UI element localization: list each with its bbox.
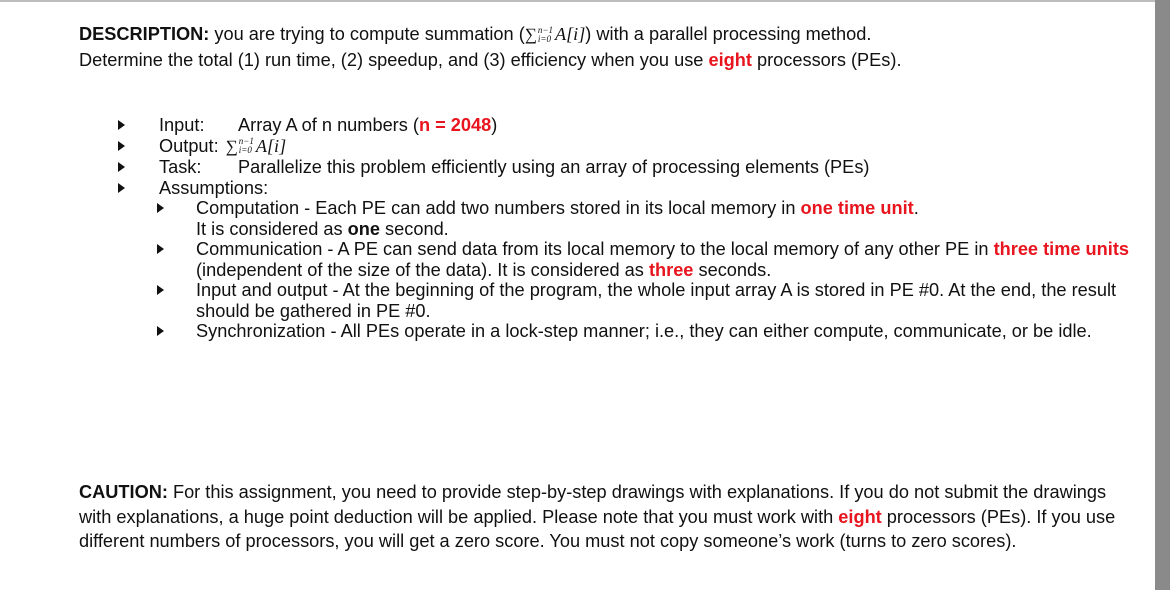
sum-lower-limit: i=0 xyxy=(238,145,252,156)
assumptions-sublist xyxy=(154,198,1147,342)
sigma-symbol: ∑ xyxy=(225,136,238,156)
description-text-3: Determine the total (1) run time, (2) speedup, and (3) efficiency when you use xyxy=(79,49,709,70)
requirements-list xyxy=(117,115,1147,342)
list-item-task xyxy=(117,157,1147,178)
summation-formula xyxy=(525,24,586,44)
description-heading: DESCRIPTION: xyxy=(79,24,210,44)
list-item-output xyxy=(117,136,1147,158)
computation-bold: one xyxy=(347,218,380,239)
sigma-symbol: ∑ xyxy=(524,25,537,44)
bullet-arrow-icon xyxy=(118,162,125,172)
sum-term: A[i] xyxy=(255,135,287,156)
bullet-arrow-icon xyxy=(118,183,125,193)
sum-term: A[i] xyxy=(554,24,586,44)
list-item-assumptions xyxy=(117,178,1147,199)
highlight-eight: eight xyxy=(708,49,752,70)
bullet-arrow-icon xyxy=(157,244,164,254)
description-paragraph xyxy=(79,22,1139,72)
assumption-sync xyxy=(154,321,1147,342)
computation-text-2: . xyxy=(913,198,919,218)
assumption-communication xyxy=(154,239,1147,280)
io-text: Input and output - At the beginning of the program, the whole input array A is stored in PE #0. At the end, the result should be gathered in PE #0. xyxy=(196,280,1117,321)
communication-highlight-2: three xyxy=(648,259,694,280)
computation-line2a: It is considered as xyxy=(196,218,348,239)
caution-highlight-eight: eight xyxy=(838,506,882,527)
input-highlight: n = 2048 xyxy=(418,115,492,135)
communication-text-3: seconds. xyxy=(693,259,772,280)
computation-highlight: one time unit xyxy=(800,198,914,218)
task-label: Task: xyxy=(159,157,202,177)
description-text-4: processors (PEs). xyxy=(751,49,902,70)
input-after: ) xyxy=(491,115,498,135)
communication-highlight: three time units xyxy=(993,239,1129,259)
assumptions-label: Assumptions: xyxy=(159,177,269,198)
communication-text-2: (independent of the size of the data). It is considered as xyxy=(196,259,649,280)
bullet-arrow-icon xyxy=(118,141,125,151)
output-formula xyxy=(226,136,287,156)
sum-limits xyxy=(538,26,553,44)
sum-upper-limit: n−1 xyxy=(537,24,553,35)
task-text: Parallelize this problem efficiently using an array of processing elements (PEs) xyxy=(238,157,870,177)
caution-heading: CAUTION: xyxy=(79,482,168,502)
assumption-computation xyxy=(154,198,1147,239)
caution-paragraph xyxy=(79,480,1139,554)
sum-limits xyxy=(239,137,254,155)
bullet-arrow-icon xyxy=(118,120,125,130)
communication-text: Communication - A PE can send data from its local memory to the local memory of any other PE in xyxy=(196,239,994,259)
bullet-arrow-icon xyxy=(157,326,164,336)
bullet-arrow-icon xyxy=(157,285,164,295)
assumption-io xyxy=(154,280,1147,321)
computation-line2b: second. xyxy=(379,218,449,239)
sum-lower-limit: i=0 xyxy=(537,33,551,44)
bullet-arrow-icon xyxy=(157,203,164,213)
description-text-1: you are trying to compute summation ( xyxy=(209,24,525,44)
input-text: Array A of n numbers ( xyxy=(238,115,419,135)
scrollbar-track[interactable] xyxy=(1155,0,1170,590)
caution-text-1: For this assignment, you need to provide step-by-step drawings with explanations. If you do not submit the drawings with explanations, a huge point deduction will be applied. Please note that you must work with xyxy=(79,482,1107,527)
caution-text-2: processors (PEs). If you use different numbers of processors, you will get a zero score. You must not copy someone’s work (turns to zero scores). xyxy=(79,506,1116,551)
computation-text: Computation - Each PE can add two numbers stored in its local memory in xyxy=(196,198,801,218)
sync-text: Synchronization - All PEs operate in a lock-step manner; i.e., they can either compute, communicate, or be idle. xyxy=(196,321,1092,341)
list-item-input xyxy=(117,115,1147,136)
output-label: Output: xyxy=(159,135,219,156)
input-label: Input: xyxy=(159,115,205,135)
sum-upper-limit: n−1 xyxy=(238,136,254,147)
description-text-2: ) with a parallel processing method. xyxy=(585,24,872,44)
